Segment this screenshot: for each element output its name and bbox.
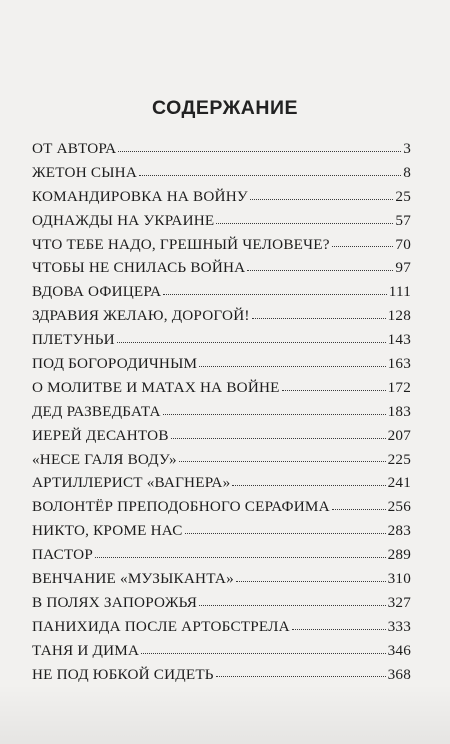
dot-leader [171,437,386,439]
toc-entry[interactable] [32,256,411,280]
toc-entry-page: 111 [388,283,411,301]
toc-entry-page: 128 [387,307,411,325]
toc-entry-title: О МОЛИТВЕ И МАТАХ НА ВОЙНЕ [32,378,280,396]
toc-entry[interactable] [32,137,411,161]
dot-leader [199,365,385,367]
toc-entry-title: ЧТОБЫ НЕ СНИЛАСЬ ВОЙНА [32,259,246,277]
contents-heading: СОДЕРЖАНИЕ [152,97,298,119]
toc-entry-title: ЖЕТОН СЫНА [32,163,138,181]
toc-entry-title: ВЕНЧАНИЕ «МУЗЫКАНТА» [32,570,234,588]
toc-entry[interactable] [32,591,411,615]
toc-entry-page: 3 [403,140,411,157]
dot-leader [332,508,386,510]
dot-leader [95,556,386,558]
toc-entry[interactable] [32,209,411,233]
toc-entry-title: ВДОВА ОФИЦЕРА [32,283,162,301]
toc-entry[interactable] [32,161,411,185]
toc-entry[interactable] [32,639,411,663]
toc-entry-page: 70 [395,235,411,253]
table-of-contents [32,137,411,686]
toc-entry[interactable] [32,424,411,448]
toc-entry-title: НИКТО, КРОМЕ НАС [32,522,183,540]
toc-entry-title: АРТИЛЛЕРИСТ «ВАГНЕРА» [32,474,231,492]
toc-entry[interactable] [32,495,411,519]
dot-leader [332,245,394,247]
toc-entry-page: 163 [387,355,411,373]
dot-leader [282,389,386,391]
toc-entry-page: 256 [387,498,411,516]
dot-leader [252,317,386,319]
toc-entry-title: ПАСТОР [32,546,93,564]
toc-entry-title: ОТ АВТОРА [32,140,117,157]
toc-entry-page: 368 [387,665,411,683]
toc-entry-page: 289 [387,546,411,564]
toc-entry-title: КОМАНДИРОВКА НА ВОЙНУ [32,187,248,205]
toc-entry[interactable] [32,376,411,400]
dot-leader [185,532,386,534]
toc-entry[interactable] [32,280,411,304]
dot-leader [141,652,385,654]
toc-entry-page: 8 [403,163,411,181]
dot-leader [163,293,386,295]
toc-entry[interactable] [32,328,411,352]
dot-leader [179,460,386,462]
toc-entry-title: ОДНАЖДЫ НА УКРАИНЕ [32,211,215,229]
dot-leader [292,628,386,630]
toc-entry[interactable] [32,448,411,472]
toc-entry-title: В ПОЛЯХ ЗАПОРОЖЬЯ [32,593,198,611]
toc-entry-page: 25 [395,187,411,205]
toc-entry[interactable] [32,400,411,424]
dot-leader [247,269,393,271]
toc-entry-title: НЕ ПОД ЮБКОЙ СИДЕТЬ [32,665,214,683]
dot-leader [250,198,394,200]
dot-leader [199,604,386,606]
dot-leader [216,222,393,224]
dot-leader [118,150,401,152]
toc-entry[interactable] [32,519,411,543]
dot-leader [163,413,386,415]
toc-entry[interactable] [32,567,411,591]
toc-entry[interactable] [32,615,411,639]
toc-entry-page: 283 [387,522,411,540]
toc-entry-page: 57 [395,211,411,229]
toc-entry-title: ВОЛОНТЁР ПРЕПОДОБНОГО СЕРАФИМА [32,498,330,516]
toc-entry-page: 241 [387,474,411,492]
dot-leader [232,484,385,486]
toc-entry[interactable] [32,304,411,328]
toc-entry[interactable] [32,663,411,687]
toc-entry-page: 97 [395,259,411,277]
toc-entry-title: ПАНИХИДА ПОСЛЕ АРТОБСТРЕЛА [32,617,290,635]
toc-entry-page: 333 [387,617,411,635]
dot-leader [117,341,386,343]
toc-entry[interactable] [32,233,411,257]
toc-entry-page: 183 [387,402,411,420]
toc-entry-title: ЗДРАВИЯ ЖЕЛАЮ, ДОРОГОЙ! [32,307,250,325]
toc-entry-title: ПОД БОГОРОДИЧНЫМ [32,355,198,373]
toc-entry[interactable] [32,471,411,495]
toc-entry-page: 346 [387,641,411,659]
toc-entry-title: ДЕД РАЗВЕДБАТА [32,402,161,420]
toc-entry-page: 310 [387,570,411,588]
toc-entry-title: ИЕРЕЙ ДЕСАНТОВ [32,426,169,444]
toc-entry-title: ТАНЯ И ДИМА [32,641,140,659]
page-shadow [0,684,450,744]
toc-entry-page: 172 [387,378,411,396]
toc-entry-page: 225 [387,450,411,468]
toc-entry-page: 143 [387,331,411,349]
toc-entry[interactable] [32,185,411,209]
toc-entry-page: 327 [387,593,411,611]
toc-entry-title: ЧТО ТЕБЕ НАДО, ГРЕШНЫЙ ЧЕЛОВЕЧЕ? [32,235,330,253]
toc-entry[interactable] [32,543,411,567]
toc-entry-title: ПЛЕТУНЬИ [32,331,115,349]
toc-entry-page: 207 [387,426,411,444]
dot-leader [216,675,386,677]
dot-leader [236,580,386,582]
toc-entry-title: «НЕСЕ ГАЛЯ ВОДУ» [32,450,177,468]
dot-leader [139,174,401,176]
toc-entry[interactable] [32,352,411,376]
